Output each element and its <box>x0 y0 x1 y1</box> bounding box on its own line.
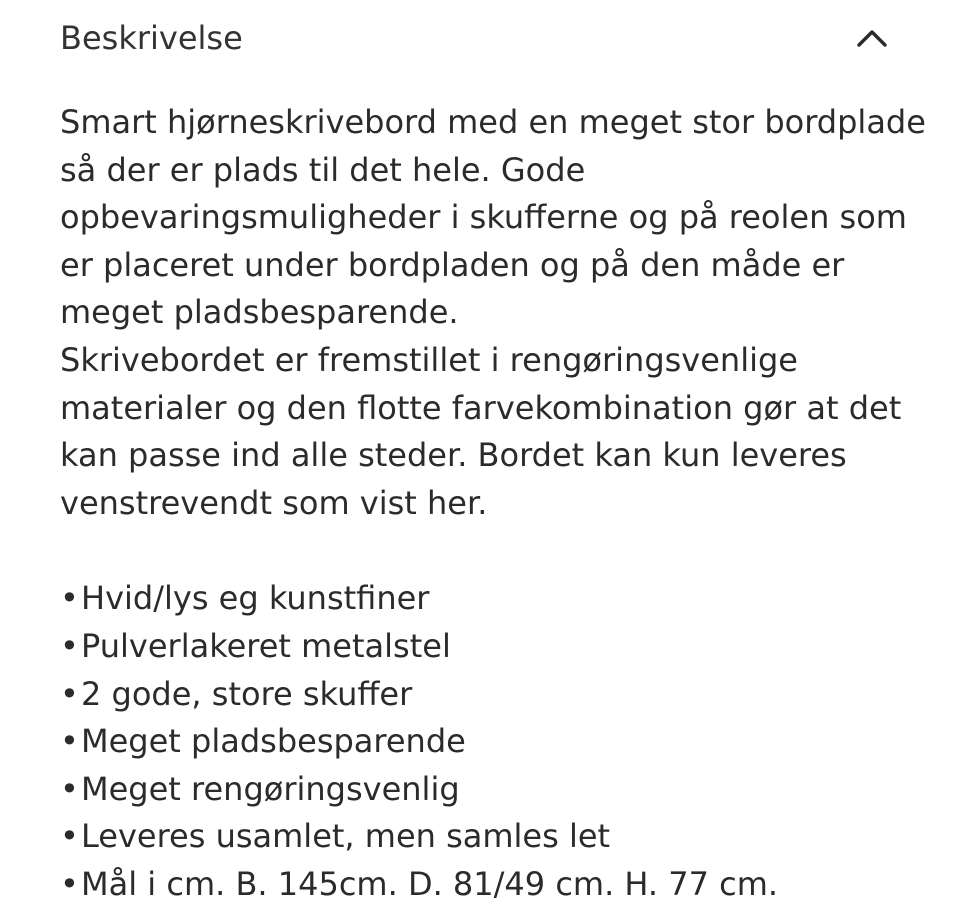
feature-item: • Hvid/lys eg kunstfiner <box>60 575 940 623</box>
feature-item: • Mål i cm. B. 145cm. D. 81/49 cm. H. 77 cm. <box>60 861 940 909</box>
feature-item: • 2 gode, store skuffer <box>60 671 940 719</box>
feature-item: • Leveres usamlet, men samles let <box>60 813 940 861</box>
paragraph-spacer <box>60 527 940 575</box>
description-paragraph: Skrivebordet er fremstillet i rengøringsvenlige materialer og den flotte farvekombination gør at det kan passe ind alle steder. Bordet kan kun leveres venstrevendt som vist her. <box>60 340 902 522</box>
chevron-up-icon[interactable] <box>854 22 890 54</box>
description-paragraph: Smart hjørneskrivebord med en meget stor bordplade så der er plads til det hele. Gode opbevaringsmuligheder i skufferne og på reolen som er placeret under bordpladen og på den måde er meget pladsbesparende. <box>60 103 926 332</box>
description-section-header[interactable] <box>0 0 960 78</box>
feature-item: • Pulverlakeret metalstel <box>60 623 940 671</box>
section-title: Beskrivelse <box>60 19 243 57</box>
feature-item: • Meget pladsbesparende <box>60 718 940 766</box>
feature-list <box>60 575 940 908</box>
feature-item: • Meget rengøringsvenlig <box>60 766 940 814</box>
description-body <box>60 99 940 909</box>
